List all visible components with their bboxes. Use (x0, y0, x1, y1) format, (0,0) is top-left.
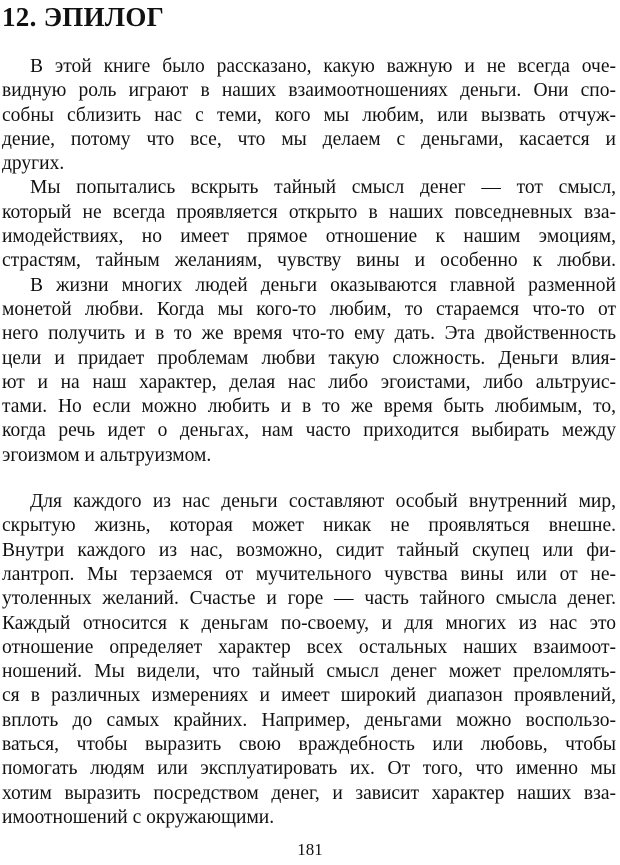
text-line: имодействиях, но имеет прямое отношение к нашим эмоциям, (2, 226, 616, 248)
page-number: 181 (297, 840, 323, 859)
text-line: когда речь идет о деньгах, нам часто приходится выбирать между (2, 420, 616, 442)
text-line: скрытую жизнь, которая может никак не проявляться внешне. (2, 515, 616, 537)
text-line: вплоть до самых крайних. Например, деньгами можно воспользо- (2, 709, 616, 731)
text-line: Каждый относится к деньгам по-своему, и для многих из нас это (2, 612, 616, 634)
text-line: который не всегда проявляется открыто в наших повседневных вза- (2, 201, 616, 223)
text-line: собны сблизить нас с теми, кого мы любим, или вызвать отчуж- (2, 104, 616, 126)
text-line: В жизни многих людей деньги оказываются главной разменной (30, 274, 616, 296)
text-line: В этой книге было рассказано, какую важную и не всегда оче- (30, 56, 616, 77)
text-line: ют и на наш характер, делая нас либо эгоистами, либо альтруис- (2, 371, 616, 393)
text-line: ваться, чтобы выразить свою враждебность или любовь, чтобы (2, 734, 616, 756)
chapter-title: 12. ЭПИЛОГ (2, 2, 165, 32)
text-line: монетой любви. Когда мы кого-то любим, то стараемся что-то от (2, 298, 616, 320)
section-gap (2, 468, 616, 490)
text-line: помогать людям или эксплуатировать их. От того, что именно мы (2, 758, 616, 780)
text-line: других. (2, 153, 65, 175)
text-line: ношений. Мы видели, что тайный смысл денег может преломлять- (2, 661, 616, 683)
text-line: имоотношений с окружающими. (2, 806, 275, 828)
text-line: тами. Но если можно любить и в то же время быть любимым, то, (2, 396, 616, 418)
text-line: видную роль играют в наших взаимоотношениях деньги. Они спо- (2, 80, 616, 102)
text-line: страстям, тайным желаниям, чувству вины и особенно к любви. (2, 250, 616, 272)
text-line: цели и придает проблемам любви такую сложность. Деньги влия- (2, 347, 616, 369)
text-line: утоленных желаний. Счастье и горе — часть тайного смысла денег. (2, 588, 616, 610)
chapter-body (2, 55, 616, 830)
text-line: Внутри каждого из нас, возможно, сидит тайный скупец или фи- (2, 539, 616, 561)
text-line: эгоизмом и альтруизмом. (2, 444, 212, 466)
text-line: отношение определяет характер всех остальных наших взаимоот- (2, 636, 616, 658)
text-line: дение, потому что все, что мы делаем с деньгами, касается и (2, 128, 616, 150)
text-line: Мы попытались вскрыть тайный смысл денег — тот смысл, (30, 177, 616, 199)
text-line: Для каждого из нас деньги составляют особый внутренний мир, (30, 491, 616, 513)
text-line: ся в различных измерениях и имеет широкий диапазон проявлений, (2, 685, 616, 707)
text-line: него получить и в то же время что-то ему дать. Эта двойственность (2, 323, 616, 345)
text-line: хотим выразить посредством денег, и зависит характер наших вза- (2, 782, 616, 804)
text-line: лантроп. Мы терзаемся от мучительного чувства вины или от не- (2, 563, 616, 585)
